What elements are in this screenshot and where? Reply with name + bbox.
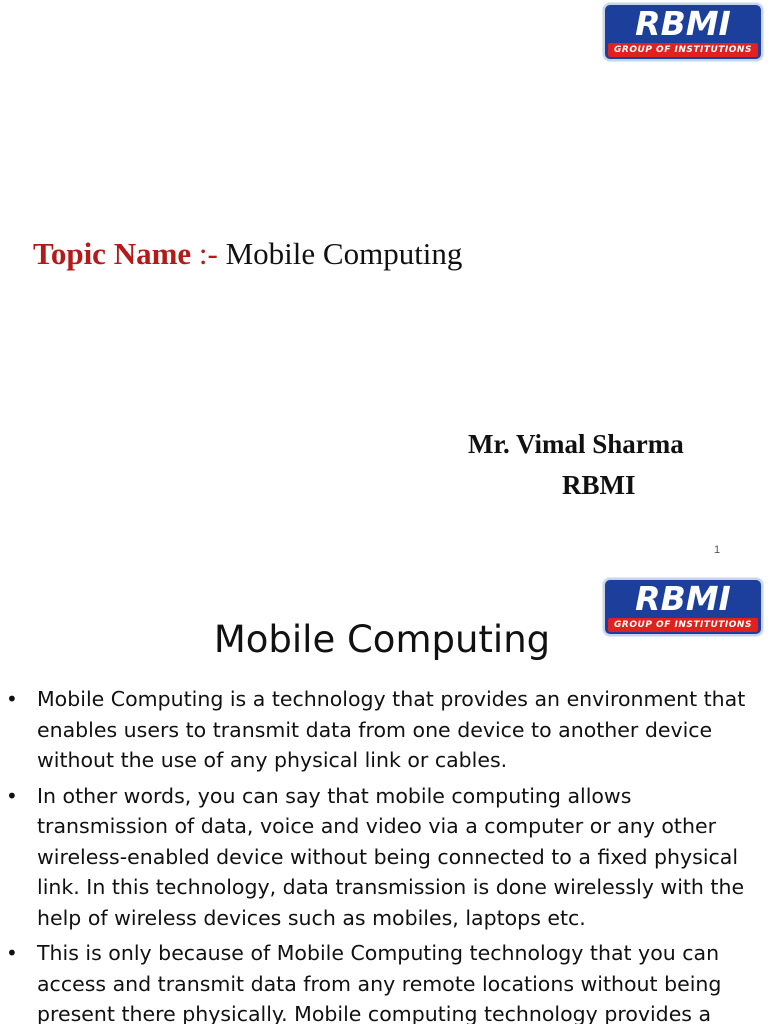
topic-label: Topic Name [33, 236, 192, 271]
bullet-item [0, 684, 768, 776]
topic-separator: :- [191, 236, 226, 271]
author-org: RBMI [562, 470, 636, 500]
logo-main-text: RBMI [635, 579, 731, 618]
bullet-dot: • [6, 941, 18, 965]
topic-value: Mobile Computing [225, 236, 463, 271]
bullet-dot: • [6, 687, 18, 711]
bullet-text: Mobile Computing is a technology that provides an environment that enables users to transmit data from one device to another device without the use of any physical link or cables. [37, 687, 746, 772]
bullet-text: This is only because of Mobile Computing technology that you can access and transmit data from any remote locations without being present there physically. Mobile computing technology provides a [37, 941, 722, 1024]
author-name: Mr. Vimal Sharma [468, 429, 684, 459]
logo-sub-text: GROUP OF INSTITUTIONS [608, 43, 758, 57]
content-slide [0, 572, 768, 1024]
bullet-dot: • [6, 783, 18, 808]
slide-title: Mobile Computing [213, 618, 551, 661]
logo-sub-text: GROUP OF INSTITUTIONS [608, 618, 758, 632]
bullet-list [0, 684, 768, 1024]
page-number: 1 [714, 544, 721, 556]
rbmi-logo [603, 3, 763, 61]
logo-main-text: RBMI [635, 4, 731, 43]
bullet-item [0, 938, 768, 1024]
bullet-text: In other words, you can say that mobile computing allows transmission of data, voice and video via a computer or any other wireless-enabled device without being connected to a fixed physical link. In this technology, data transmission is done wirelessly with the help of wireless devices such as mobiles, laptops etc. [37, 783, 745, 930]
topic-line [33, 234, 462, 274]
bullet-item [0, 781, 768, 934]
